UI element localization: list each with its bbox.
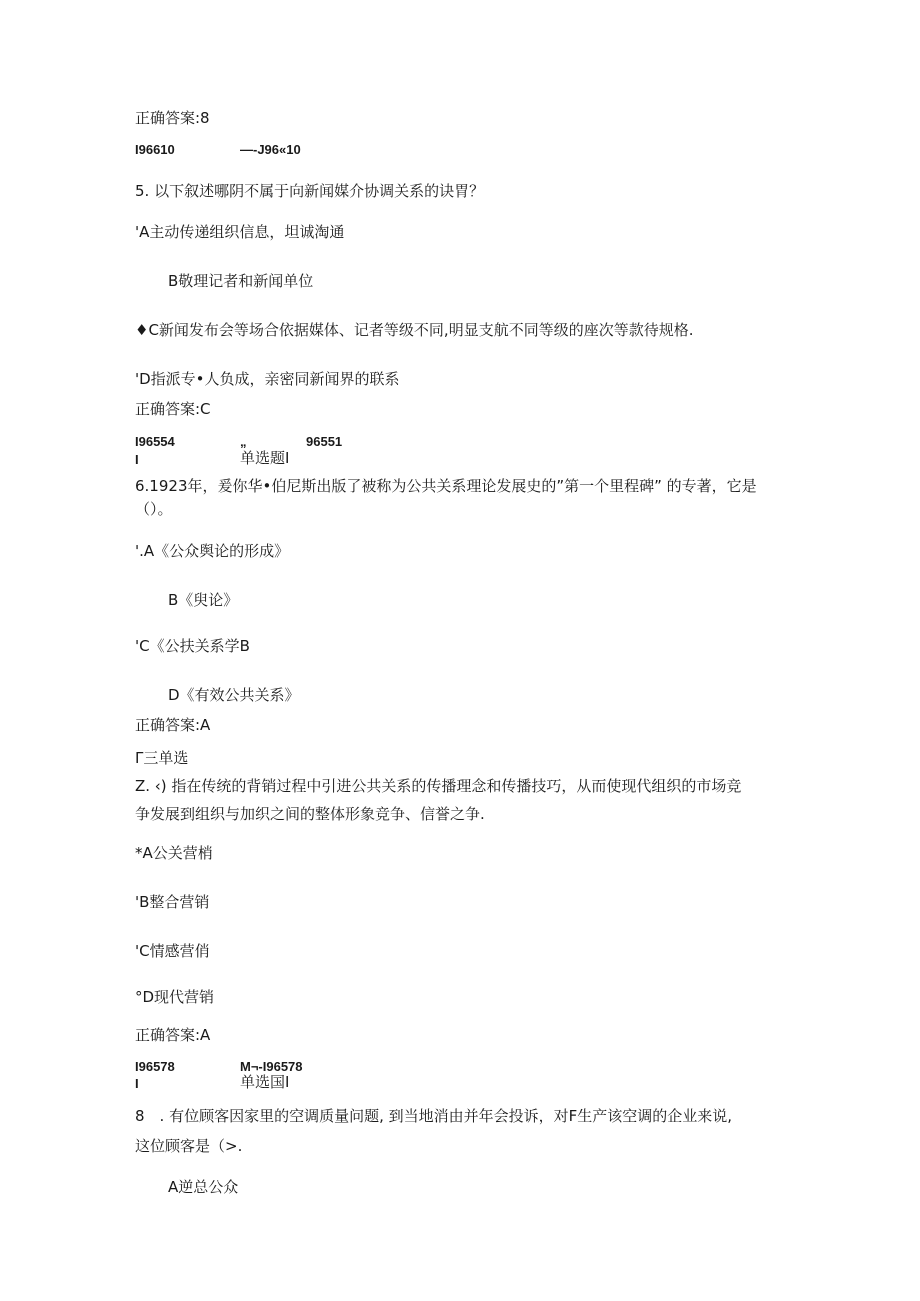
- question-6-cont: （）。: [135, 500, 173, 518]
- question-5: 5. 以下叙述哪阴不属于向新闻媒介协调关系的诀胃？: [135, 182, 485, 200]
- answer-line: 正确答案:A: [135, 1026, 211, 1044]
- option-6b[interactable]: B《臾论》: [168, 591, 239, 609]
- question-7: Z. ‹) 指在传统的背销过程中引进公共关系的传播理念和传播技巧，从而使现代组织的市场竞: [135, 777, 742, 795]
- question-7-cont: 争发展到组织与加织之间的整体形象竞争、信誉之争.: [135, 805, 485, 823]
- option-7c[interactable]: 'C情感营俏: [135, 942, 210, 960]
- option-7b[interactable]: 'B整合营销: [135, 893, 210, 911]
- option-5b[interactable]: B敬理记者和新闻单位: [168, 272, 314, 290]
- option-6a[interactable]: '.A《公众舆论的形成》: [135, 542, 290, 560]
- meta-code: I96554: [135, 434, 175, 449]
- meta-code: 96551: [306, 434, 343, 449]
- meta-mark: I: [135, 452, 139, 467]
- answer-line: 正确答案:A: [135, 716, 211, 734]
- answer-line: 正确答案:C: [135, 400, 211, 418]
- question-type: 单选国I: [240, 1073, 290, 1091]
- question-8: 8 . 有位顾客因家里的空调质量问题, 到当地消由并年会投诉，对F生产该空调的企业来说,: [135, 1107, 733, 1125]
- meta-mark: I: [135, 1076, 139, 1091]
- meta-code: —-J96«10: [240, 142, 301, 157]
- option-7a[interactable]: *A公关营梢: [135, 844, 213, 862]
- question-8-cont: 这位顾客是（>.: [135, 1137, 243, 1155]
- option-5d[interactable]: 'D指派专•人负成，亲密同新闻界的联系: [135, 370, 400, 388]
- meta-code: M¬-I96578: [240, 1059, 303, 1074]
- option-5c[interactable]: ♦C新闻发布会等场合依据媒体、记者等级不同,明显支航不同等级的座次等款待规格.: [135, 321, 694, 339]
- option-6c[interactable]: 'C《公扶关系学B: [135, 637, 250, 655]
- option-6d[interactable]: D《有效公共关系》: [168, 686, 300, 704]
- answer-line: 正确答案:8: [135, 109, 210, 127]
- question-type: 单选题I: [240, 449, 290, 467]
- meta-code: I96578: [135, 1059, 175, 1074]
- meta-code: I96610: [135, 142, 175, 157]
- meta-mark: „: [240, 434, 247, 449]
- question-6: 6.1923年，爰你华•伯尼斯出版了被称为公共关系理论发展史的”第一个里程碑” 的专著，它是: [135, 477, 757, 495]
- option-5a[interactable]: 'A主动传递组织信息，坦诚淘通: [135, 223, 345, 241]
- option-7d[interactable]: °D现代营销: [135, 988, 215, 1006]
- section-label: Γ三单选: [135, 749, 189, 767]
- option-8a[interactable]: A逆总公众: [168, 1178, 239, 1196]
